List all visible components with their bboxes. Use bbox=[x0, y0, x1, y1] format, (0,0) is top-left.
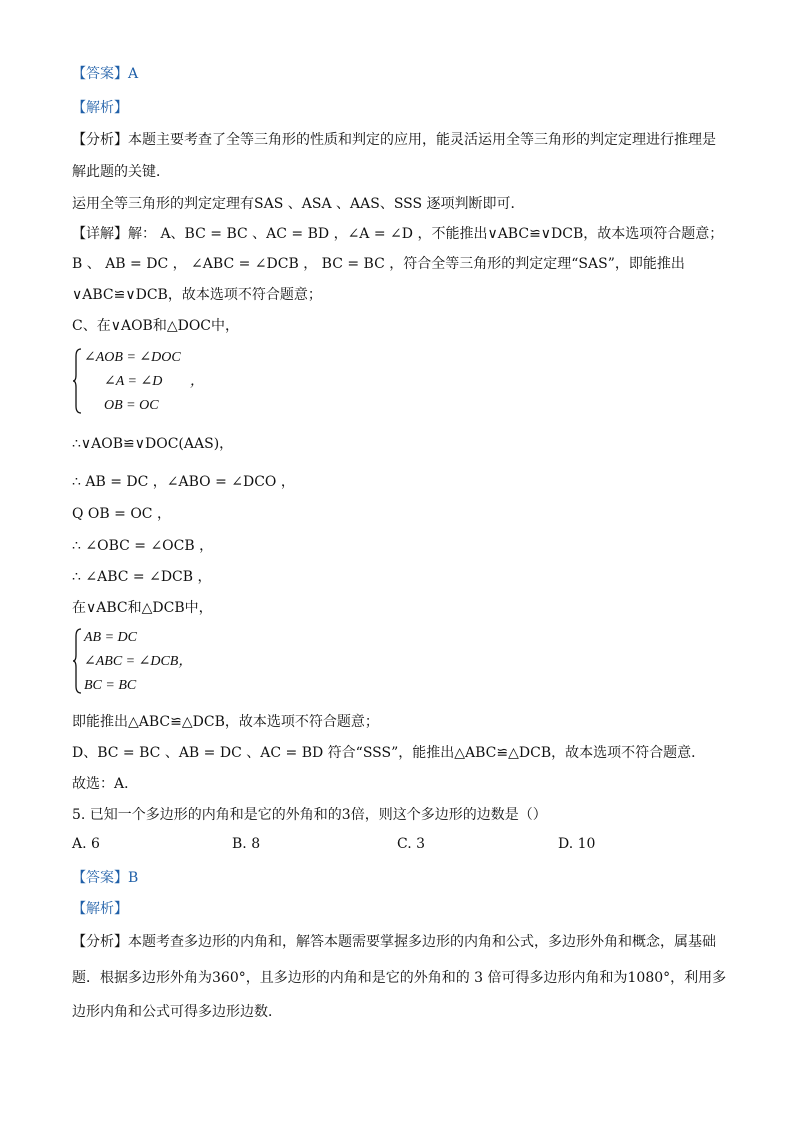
analysis-text-1c: 运用全等三角形的判定定理有SAS 、ASA 、AAS、SSS 逐项判断即可． bbox=[72, 196, 525, 212]
detail-option-d: D、BC = BC 、AB = DC 、AC = BD 符合“SSS”，能推出△ABC≌△DCB，故本选项不符合题意． bbox=[72, 745, 706, 761]
equation-system-1 bbox=[72, 348, 272, 414]
analysis-text-1b: 解此题的关键． bbox=[72, 164, 170, 180]
c-intro-2: 在∨ABC和△DCB中， bbox=[72, 600, 213, 616]
system1-row-3: OB = OC bbox=[104, 398, 159, 413]
option-a: A. 6 bbox=[72, 836, 100, 852]
detail-option-b-1: B 、 AB = DC ， ∠ABC = ∠DCB ， BC = BC ，符合全等三角形的判定定理“SAS”，即能推出 bbox=[72, 256, 685, 272]
analysis-text-2b: 题．根据多边形外角为360°，且多边形的内角和是它的外角和的 3 倍可得多边形内角和为1080°，利用多 bbox=[72, 970, 727, 986]
c-result-3: Q OB = OC ， bbox=[72, 506, 171, 522]
system2-row-1: AB = DC bbox=[84, 630, 137, 645]
detail-option-c-intro: C、在∨AOB和△DOC中， bbox=[72, 318, 240, 334]
answer-options bbox=[72, 836, 722, 856]
option-d: D. 10 bbox=[558, 836, 596, 852]
equation-system-2 bbox=[72, 628, 272, 694]
choose-line: 故选：A． bbox=[72, 776, 139, 792]
detail-option-a: 【详解】解： A、BC = BC 、AC = BD ，∠A = ∠D ，不能推出∨ABC≌∨DCB，故本选项符合题意； bbox=[72, 226, 724, 242]
c-result-5: ∴ ∠ABC = ∠DCB ， bbox=[72, 569, 212, 585]
system1-row-2: ∠A = ∠D bbox=[104, 374, 163, 389]
system2-row-2: ∠ABC = ∠DCB， bbox=[84, 654, 193, 669]
question-5: 5. 已知一个多边形的内角和是它的外角和的3倍，则这个多边形的边数是（） bbox=[72, 807, 547, 823]
detail-option-b-2: ∨ABC≌∨DCB，故本选项不符合题意； bbox=[72, 287, 322, 303]
c-result-2: ∴ AB = DC ，∠ABO = ∠DCO ， bbox=[72, 474, 295, 490]
analysis-text-2c: 边形内角和公式可得多边形边数． bbox=[72, 1004, 282, 1020]
analysis-text-2a: 【分析】本题考查多边形的内角和，解答本题需要掌握多边形的内角和公式，多边形外角和概念，属基础 bbox=[72, 934, 716, 950]
system2-row-3: BC = BC bbox=[84, 678, 137, 693]
analysis-label-1: 【解析】 bbox=[72, 100, 128, 116]
answer-label-1: 【答案】A bbox=[72, 66, 139, 82]
analysis-label-2: 【解析】 bbox=[72, 901, 128, 917]
option-b: B. 8 bbox=[232, 836, 261, 852]
left-brace-icon bbox=[72, 628, 82, 694]
c-conclusion: 即能推出△ABC≌△DCB，故本选项不符合题意； bbox=[72, 714, 379, 730]
answer-label-2: 【答案】B bbox=[72, 870, 139, 886]
system1-row-1: ∠AOB = ∠DOC bbox=[84, 350, 181, 365]
option-c: C. 3 bbox=[397, 836, 426, 852]
left-brace-icon bbox=[72, 348, 82, 414]
c-result-4: ∴ ∠OBC = ∠OCB ， bbox=[72, 538, 214, 554]
analysis-text-1a: 【分析】本题主要考查了全等三角形的性质和判定的应用，能灵活运用全等三角形的判定定理进行推理是 bbox=[72, 132, 716, 148]
c-result-1: ∴∨AOB≌∨DOC(AAS)， bbox=[72, 436, 234, 452]
system1-comma: ， bbox=[190, 374, 204, 389]
